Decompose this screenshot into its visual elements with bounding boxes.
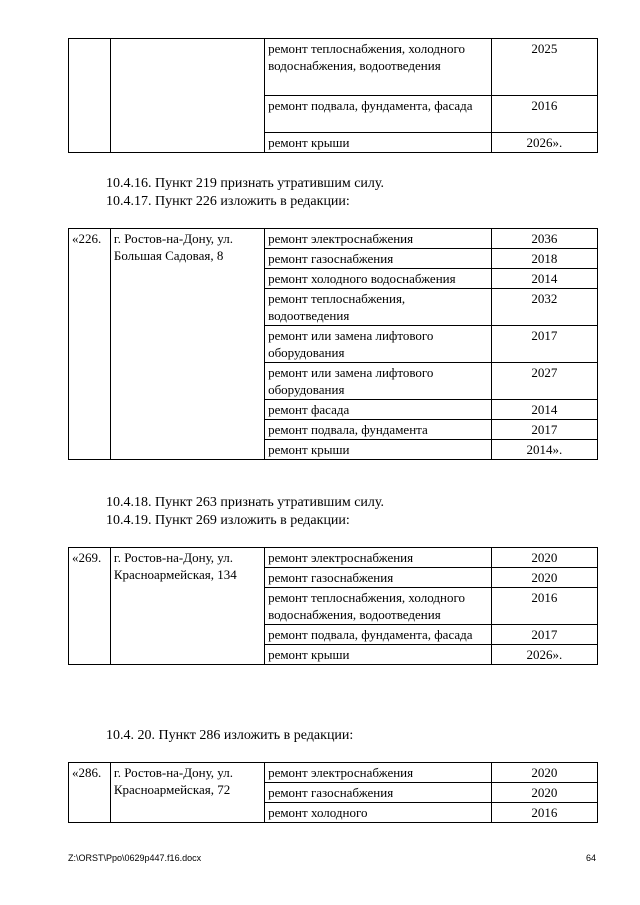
work-cell: ремонт холодного bbox=[265, 803, 492, 823]
year-cell: 2018 bbox=[491, 249, 597, 269]
year-cell: 2014». bbox=[491, 440, 597, 460]
work-cell: ремонт газоснабжения bbox=[265, 568, 492, 588]
year-cell: 2016 bbox=[491, 588, 597, 625]
paragraph: 10.4.19. Пункт 269 изложить в редакции: bbox=[106, 513, 350, 528]
table-item-226 bbox=[68, 228, 598, 460]
work-cell: ремонт подвала, фундамента, фасада bbox=[265, 625, 492, 645]
table-item-269 bbox=[68, 547, 598, 665]
address-cell bbox=[110, 39, 264, 153]
work-cell: ремонт газоснабжения bbox=[265, 783, 492, 803]
work-cell: ремонт фасада bbox=[265, 400, 492, 420]
year-cell: 2027 bbox=[491, 363, 597, 400]
work-cell: ремонт крыши bbox=[265, 440, 492, 460]
item-number: «226. bbox=[69, 229, 111, 460]
work-cell: ремонт электроснабжения bbox=[265, 229, 492, 249]
table-row bbox=[69, 763, 598, 783]
number-cell bbox=[69, 39, 111, 153]
year-cell: 2016 bbox=[491, 803, 597, 823]
year-cell: 2020 bbox=[491, 568, 597, 588]
work-cell: ремонт подвала, фундамента, фасада bbox=[265, 96, 492, 133]
paragraph: 10.4.16. Пункт 219 признать утратившим силу. bbox=[106, 176, 384, 191]
paragraph: 10.4. 20. Пункт 286 изложить в редакции: bbox=[106, 728, 354, 743]
year-cell: 2036 bbox=[491, 229, 597, 249]
year-cell: 2016 bbox=[491, 96, 597, 133]
year-cell: 2020 bbox=[491, 763, 597, 783]
work-cell: ремонт или замена лифтового оборудования bbox=[265, 326, 492, 363]
item-address: г. Ростов-на-Дону, ул. Красноармейская, 72 bbox=[110, 763, 264, 823]
table-row bbox=[69, 39, 598, 96]
footer-file-path: Z:\ORST\Ppo\0629p447.f16.docx bbox=[68, 853, 202, 863]
work-cell: ремонт крыши bbox=[265, 133, 492, 153]
year-cell: 2014 bbox=[491, 400, 597, 420]
paragraph: 10.4.17. Пункт 226 изложить в редакции: bbox=[106, 194, 350, 209]
work-cell: ремонт теплоснабжения, холодного водоснабжения, водоотведения bbox=[265, 39, 492, 96]
year-cell: 2032 bbox=[491, 289, 597, 326]
work-cell: ремонт холодного водоснабжения bbox=[265, 269, 492, 289]
item-address: г. Ростов-на-Дону, ул. Большая Садовая, 8 bbox=[110, 229, 264, 460]
table-continuation bbox=[68, 38, 598, 153]
work-cell: ремонт теплоснабжения, водоотведения bbox=[265, 289, 492, 326]
year-cell: 2014 bbox=[491, 269, 597, 289]
year-cell: 2017 bbox=[491, 420, 597, 440]
year-cell: 2017 bbox=[491, 625, 597, 645]
paragraph: 10.4.18. Пункт 263 признать утратившим силу. bbox=[106, 495, 384, 510]
table-row bbox=[69, 229, 598, 249]
footer-page-number: 64 bbox=[585, 853, 596, 863]
work-cell: ремонт газоснабжения bbox=[265, 249, 492, 269]
item-number: «286. bbox=[69, 763, 111, 823]
item-address: г. Ростов-на-Дону, ул. Красноармейская, 134 bbox=[110, 548, 264, 665]
work-cell: ремонт электроснабжения bbox=[265, 763, 492, 783]
year-cell: 2025 bbox=[491, 39, 597, 96]
work-cell: ремонт или замена лифтового оборудования bbox=[265, 363, 492, 400]
work-cell: ремонт крыши bbox=[265, 645, 492, 665]
year-cell: 2020 bbox=[491, 548, 597, 568]
year-cell: 2026». bbox=[491, 133, 597, 153]
table-row bbox=[69, 548, 598, 568]
item-number: «269. bbox=[69, 548, 111, 665]
year-cell: 2026». bbox=[491, 645, 597, 665]
year-cell: 2017 bbox=[491, 326, 597, 363]
table-item-286 bbox=[68, 762, 598, 823]
year-cell: 2020 bbox=[491, 783, 597, 803]
work-cell: ремонт теплоснабжения, холодного водоснабжения, водоотведения bbox=[265, 588, 492, 625]
work-cell: ремонт подвала, фундамента bbox=[265, 420, 492, 440]
work-cell: ремонт электроснабжения bbox=[265, 548, 492, 568]
